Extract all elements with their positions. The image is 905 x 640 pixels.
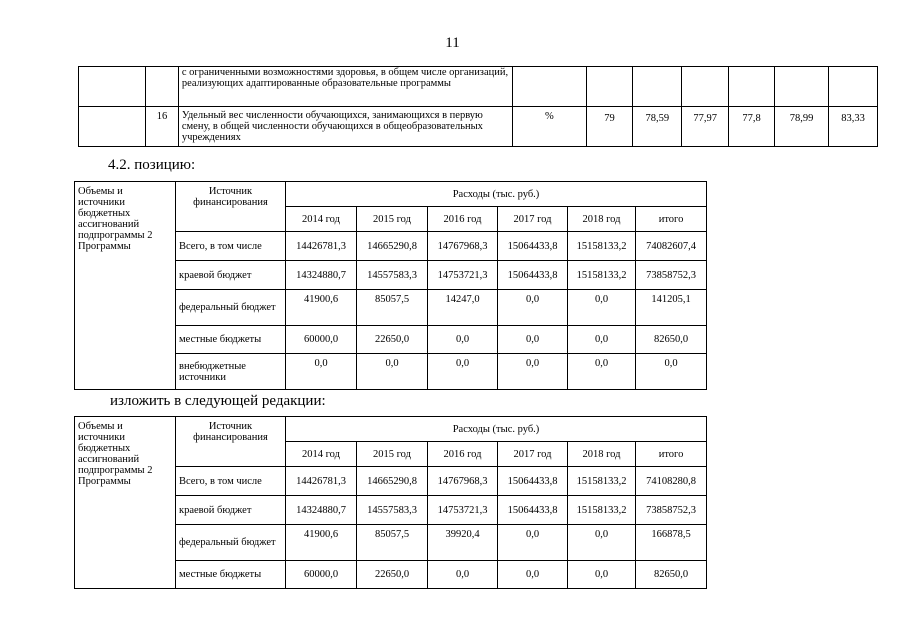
amount: 0,0 [498,290,568,326]
amount: 14665290,8 [357,232,428,261]
amount: 82650,0 [636,561,707,589]
year-header: итого [636,207,707,232]
source-header: Источник финансирования [176,417,286,467]
indicator-value: 78,59 [633,107,682,147]
amount: 0,0 [568,326,636,354]
source-label: краевой бюджет [176,261,286,290]
indicator-unit: % [513,107,586,147]
row-number: 16 [146,107,179,147]
indicator-value: 79 [586,107,633,147]
year-header: итого [636,442,707,467]
section-title: Объемы и источники бюджетных ассигнований подпрограммы 2 Программы [75,417,176,589]
amount: 14557583,3 [357,261,428,290]
amount: 73858752,3 [636,496,707,525]
source-label: местные бюджеты [176,326,286,354]
source-label: Всего, в том числе [176,467,286,496]
expenses-header: Расходы (тыс. руб.) [286,417,707,442]
amount: 73858752,3 [636,261,707,290]
source-label: местные бюджеты [176,561,286,589]
amount: 14767968,3 [428,467,498,496]
expenses-header: Расходы (тыс. руб.) [286,182,707,207]
indicator-value [682,67,729,107]
indicator-text: Удельный вес численности обучающихся, занимающихся в первую смену, в общей численности обучающихся в общеобразовательных учреждениях [178,107,512,147]
table-row [79,107,878,147]
source-header: Источник финансирования [176,182,286,232]
amount: 14426781,3 [286,232,357,261]
amount: 85057,5 [357,525,428,561]
amount: 22650,0 [357,326,428,354]
amount: 14324880,7 [286,261,357,290]
indicator-value: 83,33 [829,107,878,147]
amount: 15158133,2 [568,261,636,290]
year-header: 2017 год [498,442,568,467]
amount: 74108280,8 [636,467,707,496]
amount: 0,0 [498,525,568,561]
indicator-value [775,67,829,107]
year-header: 2014 год [286,442,357,467]
amount: 0,0 [636,354,707,390]
indicators-table [78,66,878,147]
amount: 0,0 [568,561,636,589]
indicator-value [586,67,633,107]
amount: 0,0 [357,354,428,390]
amount: 15158133,2 [568,232,636,261]
source-label: внебюджетные источники [176,354,286,390]
amount: 41900,6 [286,290,357,326]
amount: 15158133,2 [568,496,636,525]
amount: 39920,4 [428,525,498,561]
amount: 166878,5 [636,525,707,561]
amount: 15064433,8 [498,496,568,525]
amount: 0,0 [428,326,498,354]
year-header: 2015 год [357,207,428,232]
amount: 14557583,3 [357,496,428,525]
amount: 14753721,3 [428,261,498,290]
year-header: 2018 год [568,442,636,467]
amount: 0,0 [498,354,568,390]
old-funding-table [74,181,707,390]
source-label: краевой бюджет [176,496,286,525]
amount: 0,0 [428,354,498,390]
amount: 82650,0 [636,326,707,354]
amount: 14767968,3 [428,232,498,261]
year-header: 2015 год [357,442,428,467]
amount: 141205,1 [636,290,707,326]
amount: 41900,6 [286,525,357,561]
indicator-unit [513,67,586,107]
amount: 0,0 [498,326,568,354]
source-label: федеральный бюджет [176,290,286,326]
amount: 85057,5 [357,290,428,326]
amount: 60000,0 [286,561,357,589]
amount: 60000,0 [286,326,357,354]
amount: 14753721,3 [428,496,498,525]
source-label: федеральный бюджет [176,525,286,561]
amount: 22650,0 [357,561,428,589]
page-number: 11 [445,35,460,51]
source-label: Всего, в том числе [176,232,286,261]
year-header: 2017 год [498,207,568,232]
amount: 0,0 [568,525,636,561]
year-header: 2018 год [568,207,636,232]
amount: 0,0 [428,561,498,589]
indicator-value [633,67,682,107]
year-header: 2016 год [428,207,498,232]
amount: 14324880,7 [286,496,357,525]
amount: 0,0 [498,561,568,589]
amount: 74082607,4 [636,232,707,261]
position-caption: 4.2. позицию: [108,157,196,173]
year-header: 2016 год [428,442,498,467]
new-funding-table [74,416,707,589]
section-title: Объемы и источники бюджетных ассигнований подпрограммы 2 Программы [75,182,176,390]
year-header: 2014 год [286,207,357,232]
amount: 14247,0 [428,290,498,326]
indicator-value: 77,8 [729,107,775,147]
amount: 14665290,8 [357,467,428,496]
amount: 0,0 [286,354,357,390]
table-row [79,67,878,107]
amount: 15158133,2 [568,467,636,496]
amount: 15064433,8 [498,467,568,496]
amount: 0,0 [568,290,636,326]
indicator-value: 77,97 [682,107,729,147]
amount: 15064433,8 [498,261,568,290]
amount: 0,0 [568,354,636,390]
row-number [146,67,179,107]
indicator-value: 78,99 [775,107,829,147]
indicator-value [829,67,878,107]
new-edition-caption: изложить в следующей редакции: [110,393,326,409]
indicator-value [729,67,775,107]
amount: 14426781,3 [286,467,357,496]
amount: 15064433,8 [498,232,568,261]
indicator-text: с ограниченными возможностями здоровья, в общем числе организаций, реализующих адаптированные образовательные программы [178,67,512,107]
